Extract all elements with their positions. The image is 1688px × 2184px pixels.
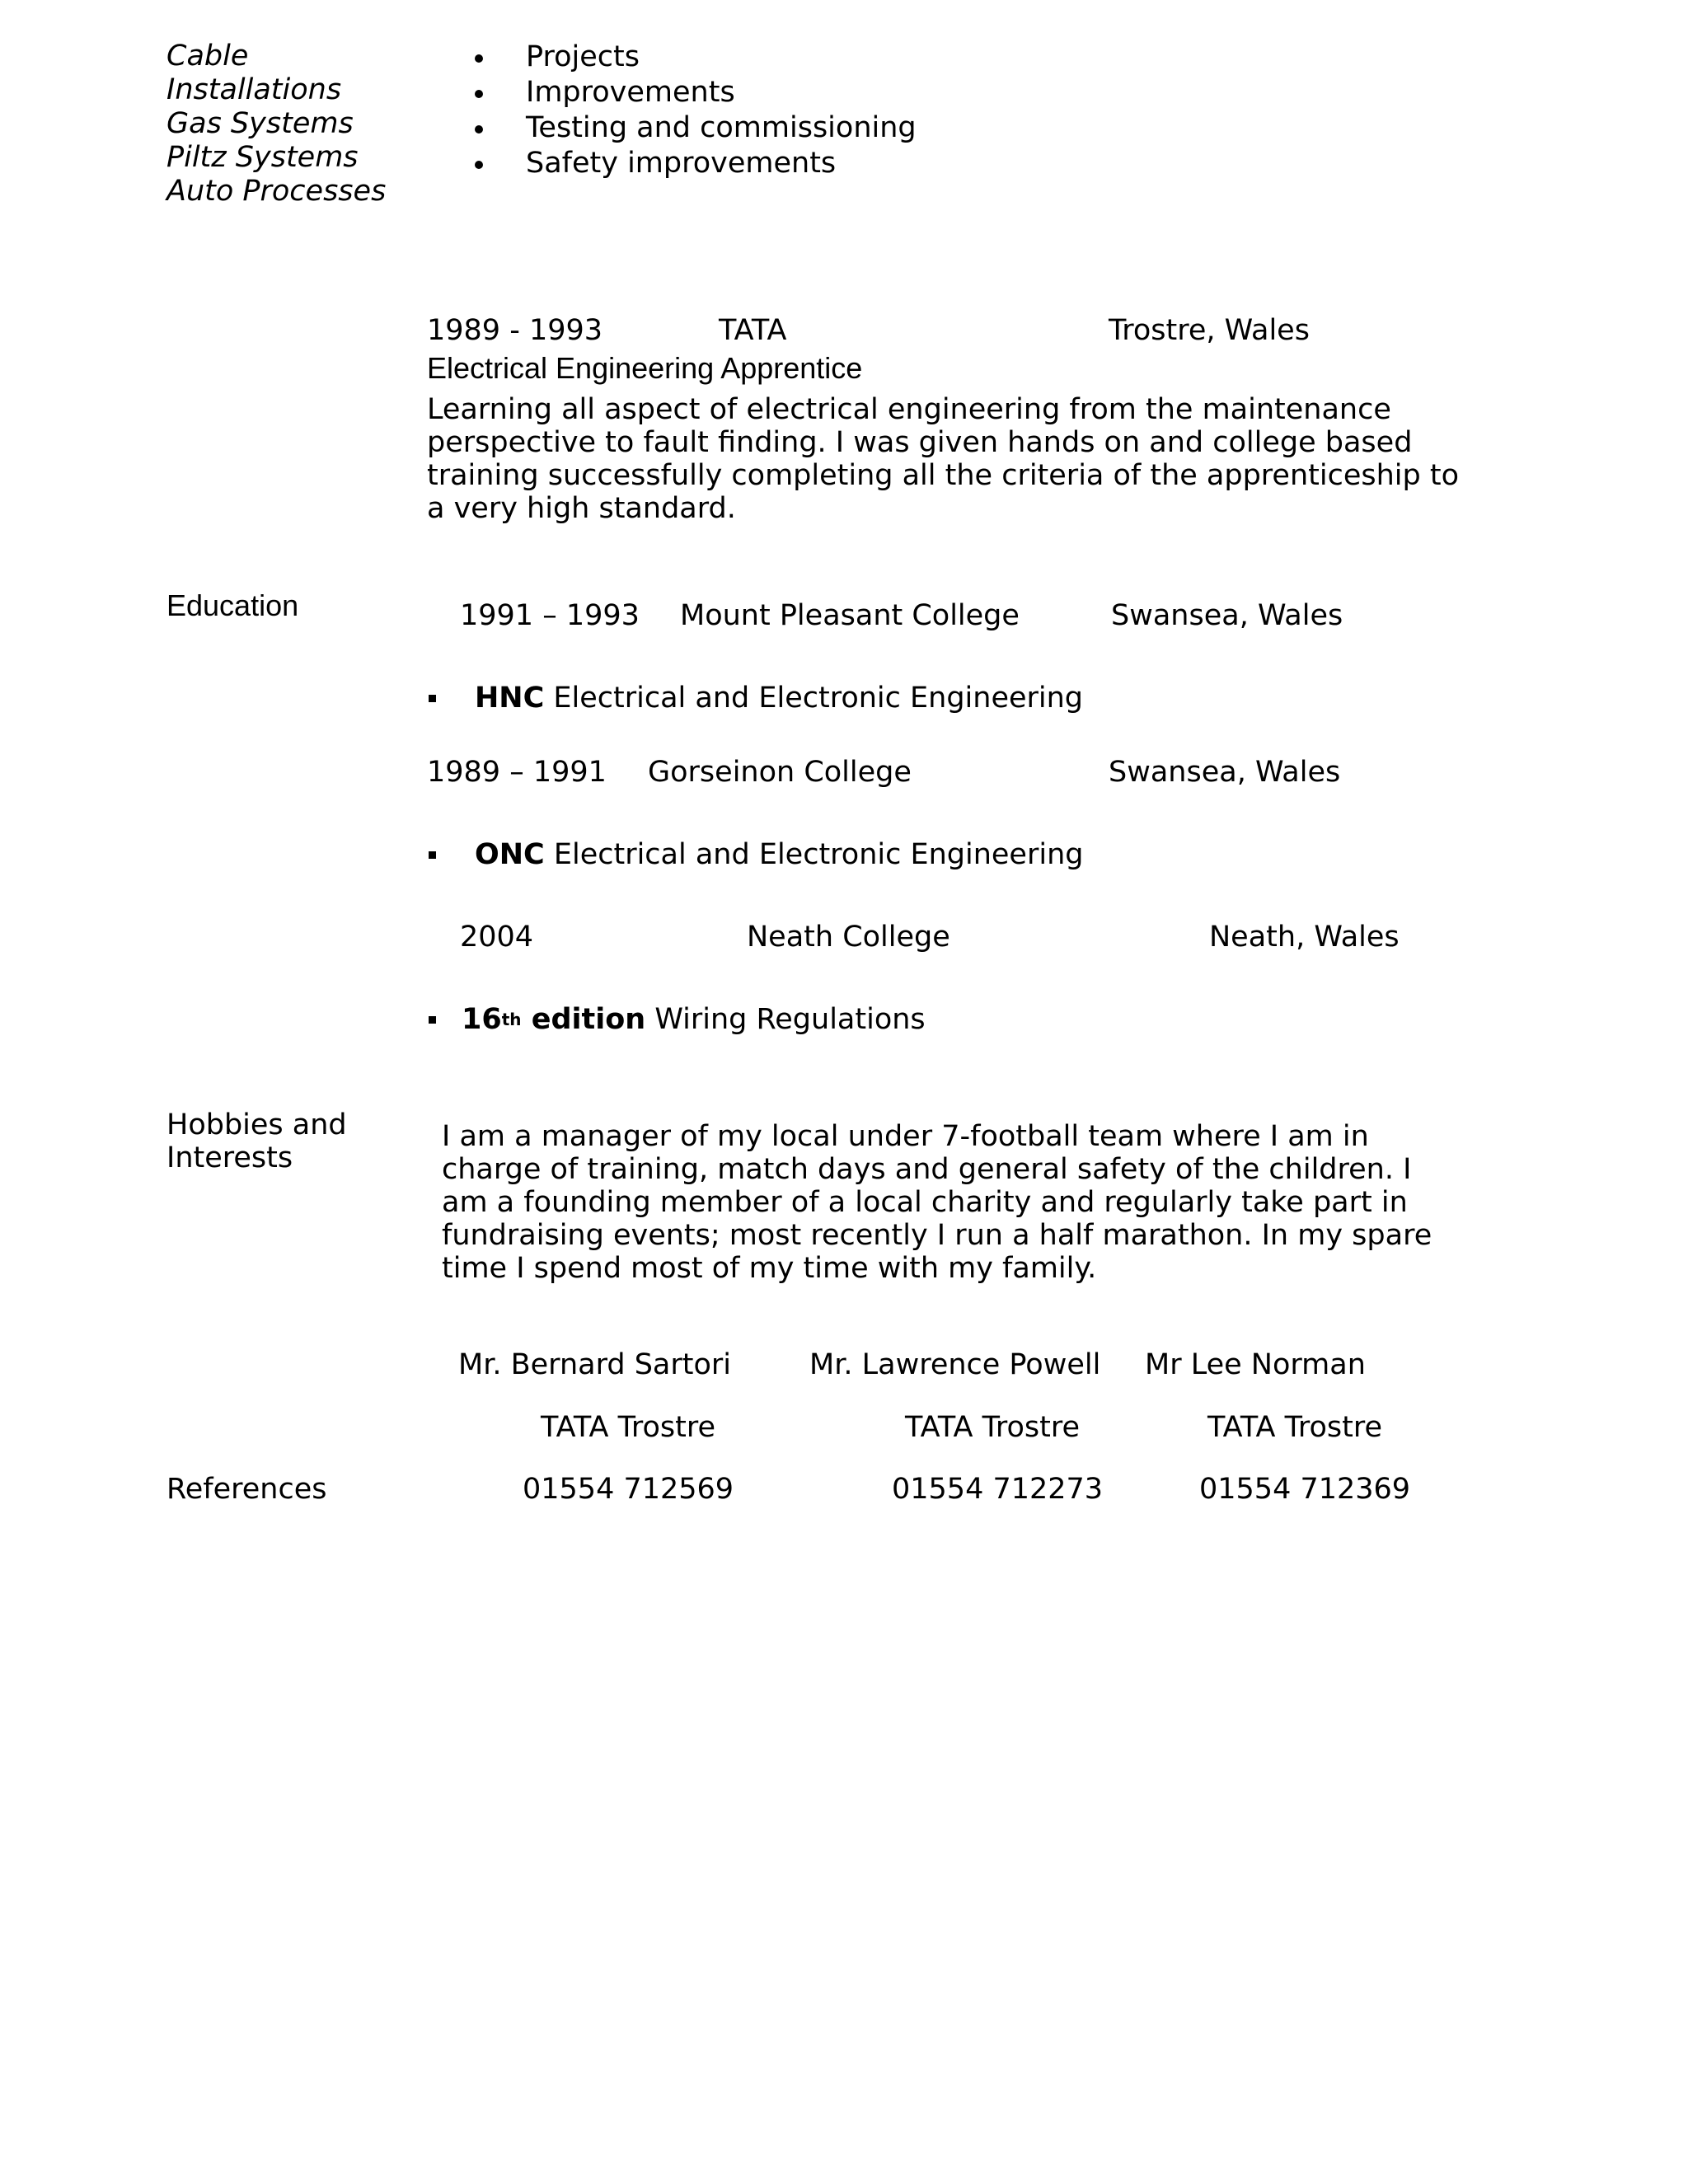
reference-name: Mr. Bernard Sartori xyxy=(458,1348,731,1381)
reference-company: TATA Trostre xyxy=(541,1411,715,1444)
skill-item: Auto Processes xyxy=(166,175,387,208)
reference-phone: 01554 712569 xyxy=(523,1473,734,1506)
qualification-superscript: th xyxy=(501,1010,522,1029)
reference-phone: 01554 712369 xyxy=(1199,1473,1411,1506)
reference-company: TATA Trostre xyxy=(905,1411,1080,1444)
reference-name: Mr Lee Norman xyxy=(1145,1348,1366,1381)
education-institution: Mount Pleasant College xyxy=(680,599,1020,632)
bullet-text: Safety improvements xyxy=(526,147,837,180)
skill-item: Installations xyxy=(166,73,342,106)
qualification-bold: ONC xyxy=(475,838,545,871)
education-location: Swansea, Wales xyxy=(1111,599,1343,632)
square-bullet-icon xyxy=(429,1016,436,1024)
qualification-bold: edition xyxy=(521,1003,646,1036)
reference-name: Mr. Lawrence Powell xyxy=(809,1348,1101,1381)
hobbies-text: I am a manager of my local under 7-football team where I am in charge of training, match days and general safety of the children. I am a founding member of a local charity and regularly take part in fundraising events; most recently I run a half marathon. In my spare time I spend most of my time with my family. xyxy=(442,1120,1432,1285)
education-years: 1991 – 1993 xyxy=(460,599,640,632)
qualification-bold: HNC xyxy=(475,682,545,715)
bullet-icon xyxy=(475,125,483,134)
skills-list xyxy=(166,40,386,209)
bullet-text: Testing and commissioning xyxy=(526,111,917,144)
bullet-icon xyxy=(475,161,483,169)
square-bullet-icon xyxy=(429,695,436,702)
bullet-icon xyxy=(475,54,483,63)
hobbies-heading-line1: Hobbies and xyxy=(166,1108,347,1141)
education-institution: Gorseinon College xyxy=(648,756,912,789)
hobbies-heading xyxy=(166,1108,347,1174)
education-location: Neath, Wales xyxy=(1209,921,1400,954)
references-heading: References xyxy=(166,1473,327,1506)
bullet-text: Improvements xyxy=(526,76,735,109)
qualification-number: 16 xyxy=(462,1003,502,1036)
education-years: 1989 – 1991 xyxy=(427,756,607,789)
skill-item: Gas Systems xyxy=(166,107,354,140)
reference-company: TATA Trostre xyxy=(1207,1411,1382,1444)
qualification-text: Electrical and Electronic Engineering xyxy=(544,682,1084,715)
education-qualification xyxy=(475,838,1083,871)
qualification-text: Wiring Regulations xyxy=(645,1003,926,1036)
education-institution: Neath College xyxy=(747,921,950,954)
education-location: Swansea, Wales xyxy=(1109,756,1341,789)
education-qualification xyxy=(462,1003,926,1036)
education-years: 2004 xyxy=(460,921,534,954)
education-heading: Education xyxy=(166,588,299,622)
skill-item: Cable xyxy=(166,40,249,73)
experience-description: Learning all aspect of electrical engineering from the maintenance perspective to fault finding. I was given hands on and college based training successfully completing all the criteria of the apprenticeship to a very high standard. xyxy=(427,393,1459,525)
hobbies-heading-line2: Interests xyxy=(166,1141,293,1174)
bullet-text: Projects xyxy=(526,40,640,73)
qualification-text: Electrical and Electronic Engineering xyxy=(544,838,1084,871)
education-qualification xyxy=(475,682,1083,715)
experience-company: TATA xyxy=(719,314,787,347)
bullet-icon xyxy=(475,90,483,98)
skill-item: Piltz Systems xyxy=(166,141,359,174)
experience-location: Trostre, Wales xyxy=(1109,314,1310,347)
experience-years: 1989 - 1993 xyxy=(427,314,603,347)
reference-phone: 01554 712273 xyxy=(892,1473,1104,1506)
experience-role: Electrical Engineering Apprentice xyxy=(427,351,863,385)
square-bullet-icon xyxy=(429,851,436,859)
